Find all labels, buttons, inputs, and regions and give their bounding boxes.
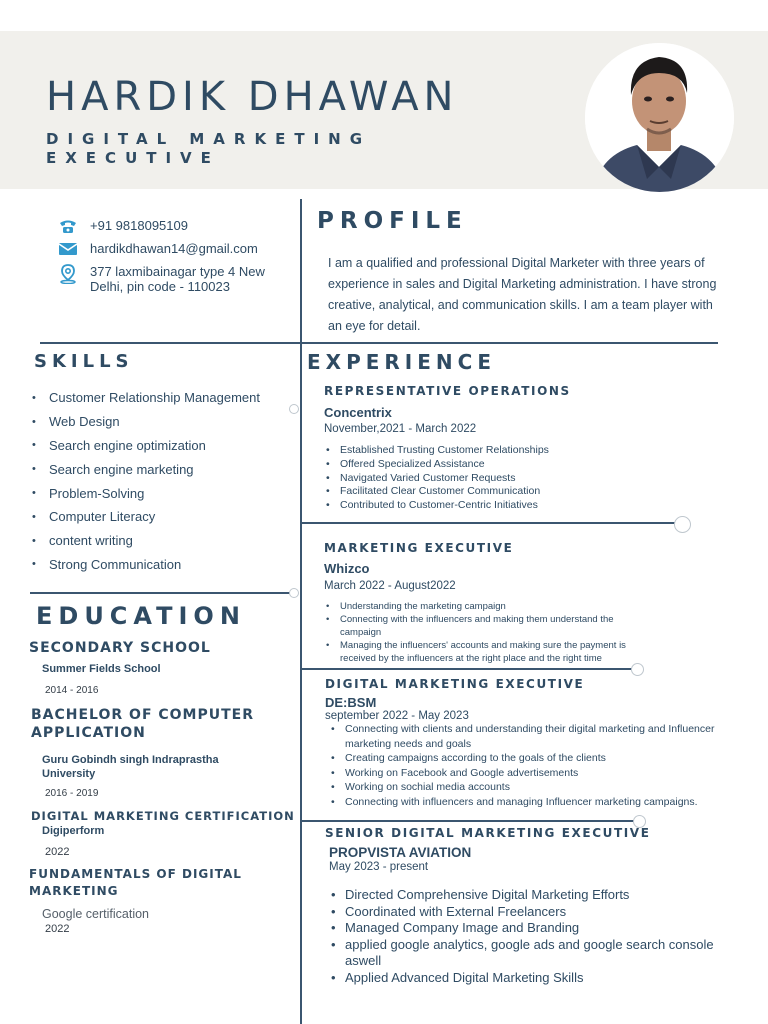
education-year: 2022: [45, 846, 70, 858]
job-bullets: [326, 600, 656, 665]
job-bullet: • Offered Specialized Assistance: [326, 458, 549, 472]
profile-photo: [585, 43, 734, 192]
job-bullet: • applied google analytics, google ads and google search console aswell: [331, 937, 721, 970]
email-address: hardikdhawan14@gmail.com: [90, 241, 258, 256]
contact-email: [58, 241, 258, 257]
job-divider: [302, 820, 634, 822]
education-school: Guru Gobindh singh Indraprastha University: [42, 754, 219, 780]
education-year: 2014 - 2016: [45, 685, 99, 696]
education-year: 2016 - 2019: [45, 788, 99, 799]
job-bullet: • Connecting with influencers and managing Influencer marketing campaigns.: [331, 795, 721, 810]
job-bullet: • Directed Comprehensive Digital Marketing Efforts: [331, 887, 721, 904]
timeline-dot: [631, 663, 644, 676]
job-divider: [302, 522, 676, 524]
job-bullet: • Contributed to Customer-Centric Initiatives: [326, 499, 549, 513]
job-bullet: • Managed Company Image and Branding: [331, 920, 721, 937]
person-portrait-icon: [585, 43, 734, 192]
timeline-dot: [289, 404, 299, 414]
education-school: Google certification: [42, 907, 150, 921]
education-title: FUNDAMENTALS OF DIGITAL MARKETING: [29, 867, 242, 898]
job-title: DIGITAL MARKETING EXECUTIVE: [325, 677, 585, 691]
job-company: PROPVISTA AVIATION: [329, 845, 472, 860]
phone-number: +91 9818095109: [90, 218, 188, 233]
job-bullet: • Managing the influencers' accounts and making sure the payment is received by the influencers at the right place and the right time: [326, 639, 656, 665]
skill-item: • Computer Literacy: [32, 505, 260, 529]
profile-summary: I am a qualified and professional Digital Marketer with three years of experience in sales and Digital Marketing administration. I have strong creative, analytical, and communication skills. I am a team player with an eye for detail.: [328, 256, 717, 333]
location-pin-icon: [58, 264, 78, 284]
job-company: Concentrix: [324, 405, 392, 420]
job-company: DE:BSM: [325, 695, 377, 710]
job-bullet: • Connecting with the influencers and making them understand the campaign: [326, 613, 656, 639]
skill-item: • Problem-Solving: [32, 481, 260, 505]
job-dates: september 2022 - May 2023: [325, 710, 469, 722]
skills-heading: SKILLS: [34, 351, 134, 372]
job-dates: March 2022 - August2022: [324, 580, 456, 592]
skill-item: • Search engine optimization: [32, 434, 260, 458]
job-bullets: [331, 722, 721, 809]
contact-address: [58, 264, 276, 294]
phone-icon: [58, 218, 78, 234]
timeline-dot: [674, 516, 691, 533]
candidate-name: HARDIK DHAWAN: [46, 74, 459, 120]
job-company: Whizco: [324, 561, 370, 576]
job-bullet: • Navigated Varied Customer Requests: [326, 472, 549, 486]
job-title: MARKETING EXECUTIVE: [324, 541, 514, 555]
job-bullet: • Applied Advanced Digital Marketing Skills: [331, 970, 721, 987]
contact-phone: [58, 218, 188, 234]
timeline-dot: [289, 588, 299, 598]
education-year: 2022: [45, 923, 70, 935]
job-title: REPRESENTATIVE OPERATIONS: [324, 384, 571, 398]
skill-item: • Web Design: [32, 410, 260, 434]
job-bullet: • Facilitated Clear Customer Communication: [326, 485, 549, 499]
candidate-title: DIGITAL MARKETING EXECUTIVE: [46, 130, 372, 167]
education-heading: EDUCATION: [36, 602, 246, 630]
education-title: BACHELOR OF COMPUTER APPLICATION: [31, 707, 255, 741]
job-dates: May 2023 - present: [329, 861, 429, 873]
postal-address: 377 laxmibainagar type 4 New Delhi, pin code - 110023: [90, 264, 265, 294]
email-icon: [58, 241, 78, 257]
section-divider-profile: [40, 342, 718, 344]
job-bullet: • Coordinated with External Freelancers: [331, 904, 721, 921]
job-bullet: • Working on sochial media accounts: [331, 780, 721, 795]
skill-item: • Strong Communication: [32, 553, 260, 577]
education-title: SECONDARY SCHOOL: [29, 640, 211, 656]
section-divider-skills: [30, 592, 292, 594]
job-dates: November,2021 - March 2022: [324, 423, 477, 435]
skill-item: • content writing: [32, 529, 260, 553]
job-title: SENIOR DIGITAL MARKETING EXECUTIVE: [325, 826, 651, 840]
experience-heading: EXPERIENCE: [307, 350, 496, 374]
profile-heading: PROFILE: [317, 208, 468, 234]
skill-item: • Customer Relationship Management: [32, 386, 260, 410]
job-bullet: • Understanding the marketing campaign: [326, 600, 656, 613]
job-bullet: • Established Trusting Customer Relationships: [326, 444, 549, 458]
education-school: Digiperform: [42, 825, 105, 837]
skill-item: • Search engine marketing: [32, 457, 260, 481]
job-bullets: [331, 887, 721, 986]
column-divider: [300, 199, 302, 1024]
education-title: DIGITAL MARKETING CERTIFICATION: [31, 809, 295, 823]
skills-list: [32, 386, 260, 576]
top-margin: [0, 0, 768, 31]
job-bullet: • Connecting with clients and understanding their digital marketing and Influencer marketing needs and goals: [331, 722, 721, 751]
job-divider: [302, 668, 632, 670]
job-bullet: • Creating campaigns according to the goals of the clients: [331, 751, 721, 766]
job-bullet: • Working on Facebook and Google advertisements: [331, 766, 721, 781]
education-school: Summer Fields School: [42, 663, 161, 675]
job-bullets: [326, 444, 549, 513]
